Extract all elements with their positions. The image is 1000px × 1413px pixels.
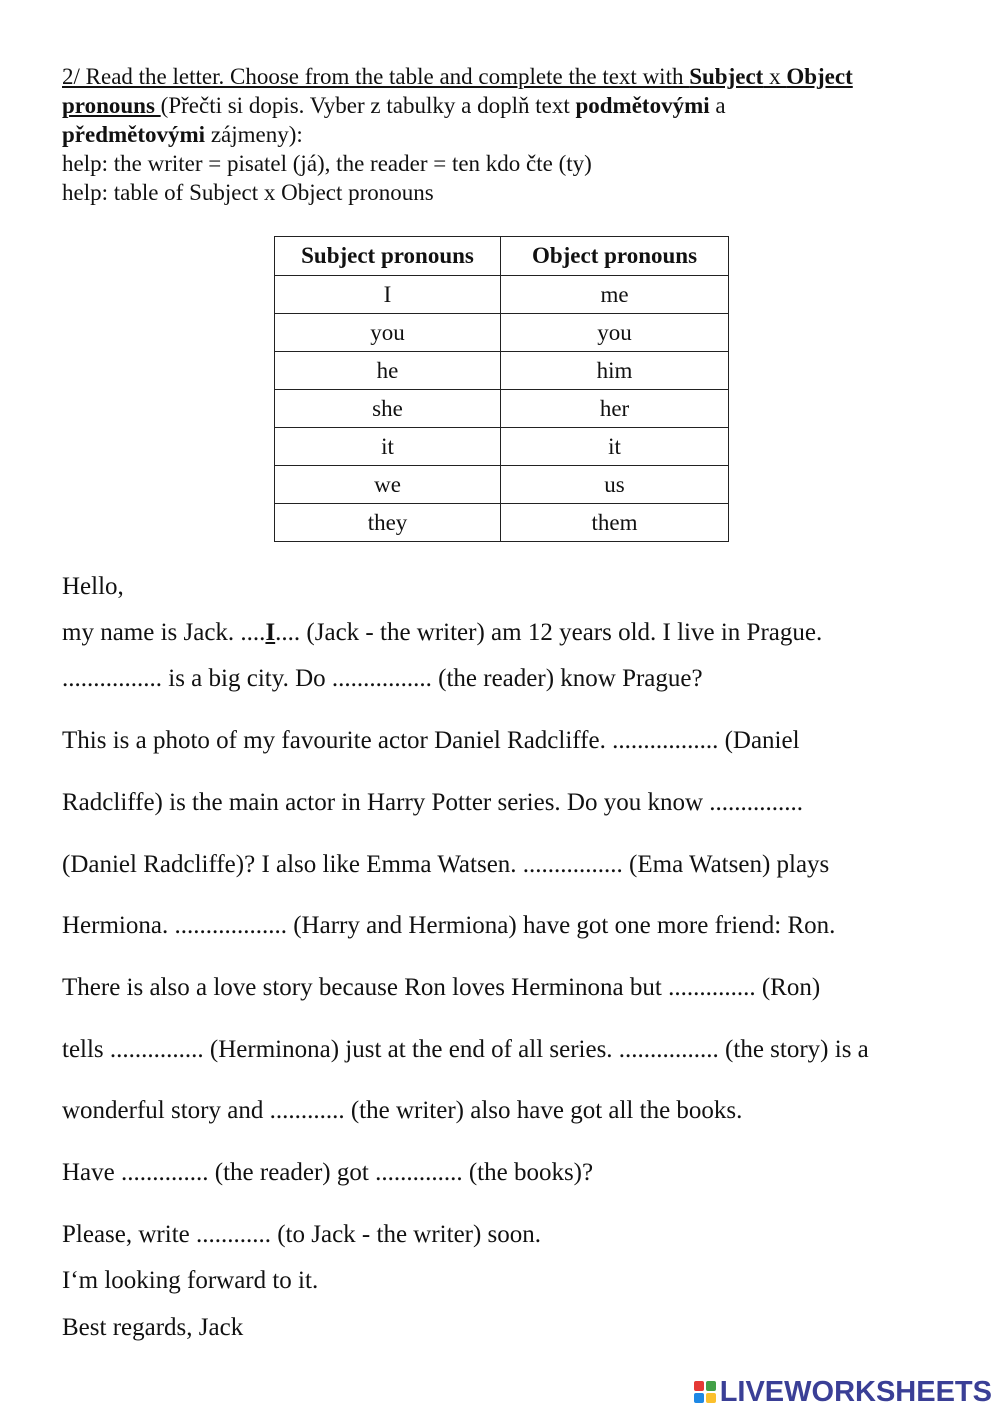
- object-cell: you: [501, 314, 729, 352]
- help-line-1: help: the writer = pisatel (já), the reader = ten kdo čte (ty): [62, 151, 592, 176]
- subject-cell: we: [275, 466, 501, 504]
- table-row: [275, 466, 729, 504]
- instruction-object: Object: [786, 64, 853, 89]
- subject-cell: he: [275, 352, 501, 390]
- table-row: [275, 428, 729, 466]
- instructions: [62, 62, 942, 207]
- table-row: [275, 276, 729, 314]
- letter-line-6: Hermiona. .................. (Harry and Hermiona) have got one more friend: Ron.: [62, 912, 836, 939]
- letter-line-1-end: .... (Jack - the writer) am 12 years old. I live in Prague.: [275, 619, 823, 646]
- instruction-czech-1: (Přečti si dopis. Vyber z tabulky a doplň text: [160, 93, 576, 118]
- liveworksheets-watermark: [694, 1377, 992, 1407]
- letter-line-1: [62, 619, 962, 647]
- letter-line-10: Have .............. (the reader) got .............. (the books)?: [62, 1159, 594, 1186]
- instruction-task-text: 2/ Read the letter. Choose from the table and complete the text with: [62, 64, 690, 89]
- letter-line-9: wonderful story and ............ (the writer) also have got all the books.: [62, 1097, 743, 1124]
- subject-cell: she: [275, 390, 501, 428]
- instruction-x: x: [763, 64, 787, 89]
- instruction-line-3: [62, 120, 942, 149]
- liveworksheets-logo-icon: [694, 1381, 716, 1403]
- instruction-czech-2: zájmeny):: [205, 122, 303, 147]
- pronoun-table: [274, 236, 729, 542]
- instruction-podmetovymi: podmětovými: [575, 93, 710, 118]
- letter-greeting: Hello,: [62, 573, 124, 600]
- table-row: [275, 314, 729, 352]
- object-cell: it: [501, 428, 729, 466]
- subject-cell: it: [275, 428, 501, 466]
- table-row: [275, 352, 729, 390]
- table-header-row: [275, 237, 729, 276]
- letter-line-11: Please, write ............ (to Jack - the writer) soon.: [62, 1221, 542, 1248]
- subject-cell: you: [275, 314, 501, 352]
- subject-cell: they: [275, 504, 501, 542]
- brand-text: LIVEWORKSHEETS: [719, 1375, 992, 1408]
- header-object-pronouns: Object pronouns: [501, 237, 729, 276]
- letter-closing: Best regards, Jack: [62, 1314, 244, 1341]
- instruction-pronouns: pronouns: [62, 93, 161, 118]
- instruction-a: a: [709, 93, 726, 118]
- header-subject-pronouns: Subject pronouns: [275, 237, 501, 276]
- example-answer: I: [265, 619, 276, 646]
- help-line-2: help: table of Subject x Object pronouns: [62, 180, 434, 205]
- letter-line-1-start: my name is Jack. ....: [62, 619, 266, 646]
- object-cell: her: [501, 390, 729, 428]
- table-row: [275, 390, 729, 428]
- object-cell: us: [501, 466, 729, 504]
- letter-line-7: There is also a love story because Ron loves Herminona but .............. (Ron): [62, 974, 821, 1001]
- letter-line-8: tells ............... (Herminona) just at the end of all series. ................ (the story) is a: [62, 1036, 869, 1063]
- letter-line-2: ................ is a big city. Do ................ (the reader) know Prague?: [62, 665, 703, 692]
- instruction-subject: Subject: [689, 64, 764, 89]
- subject-cell: I: [275, 276, 501, 314]
- object-cell: me: [501, 276, 729, 314]
- letter-line-5: (Daniel Radcliffe)? I also like Emma Watsen. ................ (Ema Watsen) plays: [62, 851, 830, 878]
- instruction-line-1: [62, 62, 942, 91]
- letter-line-4: Radcliffe) is the main actor in Harry Potter series. Do you know ...............: [62, 789, 804, 816]
- instruction-predmetovymi: předmětovými: [62, 122, 206, 147]
- object-cell: them: [501, 504, 729, 542]
- letter-line-3: This is a photo of my favourite actor Daniel Radcliffe. ................. (Daniel: [62, 727, 800, 754]
- table-row: [275, 504, 729, 542]
- instruction-line-2: [62, 91, 942, 120]
- letter-line-12: I‘m looking forward to it.: [62, 1267, 319, 1294]
- object-cell: him: [501, 352, 729, 390]
